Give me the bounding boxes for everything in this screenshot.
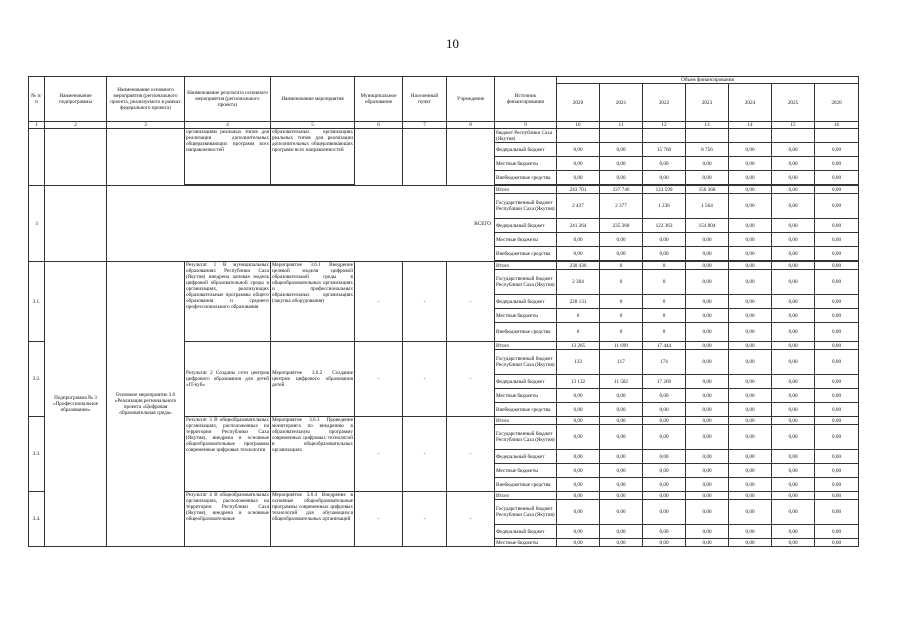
- value-cell: 0,00: [815, 539, 859, 547]
- value-cell: 13 265: [557, 342, 600, 350]
- value-cell: 0,00: [772, 262, 815, 270]
- table-row: [29, 186, 859, 194]
- value-cell: 17 269: [643, 375, 686, 389]
- value-cell: 0,00: [557, 425, 600, 450]
- row-index: 3.4.: [29, 492, 45, 547]
- value-cell: 0,00: [772, 425, 815, 450]
- settlement-cell: -: [403, 342, 447, 417]
- source-label: Итого: [495, 492, 557, 500]
- col-number: 13: [686, 122, 729, 129]
- value-cell: 0,00: [686, 295, 729, 309]
- value-cell: 0,00: [686, 425, 729, 450]
- value-cell: 0,00: [772, 309, 815, 323]
- value-cell: 17 444: [643, 342, 686, 350]
- value-cell: 2 377: [600, 194, 643, 219]
- col-number: 5: [271, 122, 355, 129]
- value-cell: 0,00: [815, 375, 859, 389]
- header-main-event: Наименование основного мероприятия (регионального проекта, реализуемого в рамках федерального проекта): [107, 77, 185, 122]
- value-cell: 0,00: [686, 247, 729, 261]
- header-event: Наименование мероприятия: [271, 77, 355, 122]
- value-cell: 0,00: [600, 417, 643, 425]
- header-year: 2022: [643, 84, 686, 122]
- col-number: 9: [495, 122, 557, 129]
- value-cell: 0,00: [815, 233, 859, 247]
- value-cell: 0,00: [643, 525, 686, 539]
- header-funding: Объем финансирования: [557, 77, 859, 84]
- value-cell: 1 236: [643, 194, 686, 219]
- value-cell: 0,00: [600, 143, 643, 157]
- header-year: 2026: [815, 84, 859, 122]
- municipal-cell: -: [355, 492, 403, 547]
- value-cell: 0,00: [600, 233, 643, 247]
- header-year: 2024: [729, 84, 772, 122]
- value-cell: 0,00: [557, 478, 600, 492]
- value-cell: 0: [600, 270, 643, 295]
- event-cell: образовательных организациях реальных типов для реализации дополнительных общеразвивающих программ всех направленностей: [271, 129, 355, 185]
- col-number: 7: [403, 122, 447, 129]
- value-cell: 0,00: [772, 350, 815, 375]
- row-index: 3.1.: [29, 262, 45, 342]
- value-cell: 0,00: [729, 219, 772, 233]
- col-number: 11: [600, 122, 643, 129]
- institution-cell: -: [447, 417, 495, 492]
- value-cell: 0,00: [729, 450, 772, 464]
- value-cell: 0,00: [729, 186, 772, 194]
- value-cell: 0,00: [600, 525, 643, 539]
- value-cell: 156 368: [686, 186, 729, 194]
- col-number: 2: [45, 122, 107, 129]
- event-cell: Мероприятие 3.6.1 Внедрение целевой модели цифровой образовательной среды в общеобразовательных организациях и профессиональных образовательных организациях (закупка оборудования): [271, 262, 355, 342]
- value-cell: 0: [643, 262, 686, 270]
- source-label: Федеральный бюджет: [495, 143, 557, 157]
- value-cell: 0,00: [686, 171, 729, 185]
- source-label: Государственный бюджет Республики Саха (Якутия): [495, 425, 557, 450]
- source-label: Федеральный бюджет: [495, 450, 557, 464]
- value-cell: 13 132: [557, 375, 600, 389]
- value-cell: 0,00: [729, 539, 772, 547]
- value-cell: 0,00: [772, 403, 815, 417]
- value-cell: 0,00: [772, 194, 815, 219]
- col-number: 16: [815, 122, 859, 129]
- value-cell: 0,00: [643, 157, 686, 171]
- value-cell: 0,00: [772, 389, 815, 403]
- value-cell: 0,00: [729, 464, 772, 478]
- value-cell: 228 131: [557, 295, 600, 309]
- value-cell: 0,00: [686, 233, 729, 247]
- settlement-cell: -: [403, 262, 447, 342]
- value-cell: 0,00: [815, 342, 859, 350]
- value-cell: 0,00: [643, 492, 686, 500]
- row-index: 3: [29, 186, 45, 262]
- value-cell: 0,00: [643, 478, 686, 492]
- col-number: 3: [107, 122, 185, 129]
- municipal-cell: -: [355, 342, 403, 417]
- value-cell: 0,00: [815, 425, 859, 450]
- value-cell: 0,00: [600, 403, 643, 417]
- value-cell: 0,00: [729, 309, 772, 323]
- value-cell: 0,00: [600, 492, 643, 500]
- main-event-cell: [107, 129, 185, 186]
- value-cell: 0,00: [815, 219, 859, 233]
- source-label: Местные бюджеты: [495, 539, 557, 547]
- header-year: 2025: [772, 84, 815, 122]
- value-cell: 0,00: [686, 323, 729, 342]
- value-cell: 122 363: [643, 219, 686, 233]
- value-cell: 0,00: [729, 323, 772, 342]
- value-cell: 0,00: [729, 262, 772, 270]
- value-cell: 0,00: [772, 500, 815, 525]
- source-label: Внебюджетные средства: [495, 247, 557, 261]
- value-cell: 0,00: [600, 450, 643, 464]
- value-cell: 235 368: [600, 219, 643, 233]
- value-cell: 133: [557, 350, 600, 375]
- value-cell: 0,00: [729, 492, 772, 500]
- value-cell: 241 264: [557, 219, 600, 233]
- value-cell: 0,00: [729, 194, 772, 219]
- value-cell: 0,00: [815, 194, 859, 219]
- value-cell: 0,00: [643, 233, 686, 247]
- value-cell: 0,00: [729, 171, 772, 185]
- value-cell: 0,00: [557, 492, 600, 500]
- value-cell: 0,00: [815, 389, 859, 403]
- value-cell: 0,00: [643, 539, 686, 547]
- value-cell: 0,00: [815, 143, 859, 157]
- value-cell: 0,00: [815, 295, 859, 309]
- source-label: Государственный бюджет Республики Саха (Якутия): [495, 194, 557, 219]
- value-cell: 0,00: [643, 464, 686, 478]
- value-cell: 0,00: [815, 309, 859, 323]
- value-cell: 0,00: [815, 270, 859, 295]
- value-cell: 0,00: [686, 375, 729, 389]
- value-cell: 0,00: [686, 342, 729, 350]
- value-cell: 2 437: [557, 194, 600, 219]
- value-cell: 0,00: [772, 417, 815, 425]
- source-label: Местные бюджеты: [495, 464, 557, 478]
- value-cell: 0,00: [815, 450, 859, 464]
- value-cell: 237 746: [600, 186, 643, 194]
- value-cell: 0,00: [815, 403, 859, 417]
- row-index: [29, 129, 45, 186]
- institution-cell: [447, 129, 495, 186]
- result-cell: организациям реальных типов для реализации дополнительных общеразвивающих программ всех направленностей: [185, 129, 271, 185]
- value-cell: 0,00: [686, 270, 729, 295]
- value-cell: 0,00: [729, 375, 772, 389]
- value-cell: 0,00: [815, 525, 859, 539]
- col-number: 14: [729, 122, 772, 129]
- source-label: Государственный бюджет Республики Саха (Якутия): [495, 500, 557, 525]
- source-label: Итого: [495, 186, 557, 194]
- source-label: Местные бюджеты: [495, 233, 557, 247]
- value-cell: 0,00: [815, 323, 859, 342]
- value-cell: 0,00: [729, 389, 772, 403]
- value-cell: 0,00: [557, 389, 600, 403]
- value-cell: 0,00: [600, 464, 643, 478]
- main-event-cell: Основное мероприятие 3.6 «Реализация регионального проекта «Цифровая образовательная среда»: [107, 262, 185, 547]
- value-cell: 0: [600, 323, 643, 342]
- col-number: 12: [643, 122, 686, 129]
- value-cell: 0: [643, 323, 686, 342]
- source-label: Итого: [495, 342, 557, 350]
- total-label: ВСЕГО: [107, 186, 495, 262]
- value-cell: 0,00: [600, 171, 643, 185]
- value-cell: 0,00: [815, 464, 859, 478]
- source-label: Внебюджетные средства: [495, 323, 557, 342]
- value-cell: 0,00: [729, 425, 772, 450]
- value-cell: 0,00: [557, 403, 600, 417]
- source-label: бюджет Республики Саха (Якутия): [495, 129, 557, 143]
- event-cell: Мероприятие 3.6.4 Внедрение в основные общеобразовательные программы современных цифровых технологий для обучающихся общеобразовательных организаций: [271, 492, 355, 547]
- value-cell: 0,00: [772, 157, 815, 171]
- header-sources: Источник финансирования: [495, 77, 557, 122]
- value-cell: 0,00: [772, 247, 815, 261]
- result-cell: Результат 1 В муниципальных образованиях Республики Саха (Якутия) внедрена целевая модель цифровой образовательной среды в организациях, реализующих образовательные программы общего образования и среднего профессионального образования: [185, 262, 271, 342]
- value-cell: 0,00: [686, 350, 729, 375]
- value-cell: 0,00: [600, 425, 643, 450]
- col-number: 6: [355, 122, 403, 129]
- value-cell: 0,00: [772, 342, 815, 350]
- value-cell: 0,00: [772, 143, 815, 157]
- header-num: № п/п: [29, 77, 45, 122]
- source-label: Внебюджетные средства: [495, 171, 557, 185]
- value-cell: 0,00: [772, 295, 815, 309]
- value-cell: 0,00: [686, 539, 729, 547]
- value-cell: 11 582: [600, 375, 643, 389]
- source-label: Местные бюджеты: [495, 389, 557, 403]
- value-cell: 0: [557, 323, 600, 342]
- value-cell: 0,00: [815, 247, 859, 261]
- value-cell: 2 304: [557, 270, 600, 295]
- value-cell: 0,00: [772, 186, 815, 194]
- value-cell: 0,00: [729, 143, 772, 157]
- value-cell: 0: [600, 295, 643, 309]
- value-cell: 0,00: [600, 478, 643, 492]
- value-cell: 0,00: [557, 417, 600, 425]
- value-cell: 0,00: [686, 403, 729, 417]
- value-cell: 0,00: [686, 389, 729, 403]
- value-cell: 0,00: [686, 478, 729, 492]
- col-number: 10: [557, 122, 600, 129]
- header-year: 2020: [557, 84, 600, 122]
- source-label: Федеральный бюджет: [495, 525, 557, 539]
- value-cell: 0,00: [557, 233, 600, 247]
- row-index: 3.3.: [29, 417, 45, 492]
- source-label: Федеральный бюджет: [495, 295, 557, 309]
- value-cell: 0,00: [643, 425, 686, 450]
- value-cell: 0,00: [729, 403, 772, 417]
- source-label: Государственный бюджет Республики Саха (Якутия): [495, 270, 557, 295]
- funding-table: [28, 76, 859, 547]
- value-cell: 0,00: [772, 323, 815, 342]
- header-result: Наименование результата основного мероприятия (регионального проекта): [185, 77, 271, 122]
- value-cell: 0,00: [772, 539, 815, 547]
- value-cell: 230 436: [557, 262, 600, 270]
- settlement-cell: [403, 129, 447, 186]
- source-label: Внебюджетные средства: [495, 403, 557, 417]
- value-cell: 0,00: [815, 262, 859, 270]
- value-cell: 0,00: [600, 539, 643, 547]
- source-label: Государственный бюджет Республики Саха (Якутия): [495, 350, 557, 375]
- value-cell: 0,00: [729, 233, 772, 247]
- value-cell: 0,00: [772, 464, 815, 478]
- value-cell: 0,00: [772, 525, 815, 539]
- value-cell: 0,00: [557, 247, 600, 261]
- program-cell: [45, 186, 107, 262]
- settlement-cell: -: [403, 417, 447, 492]
- value-cell: 0,00: [557, 171, 600, 185]
- source-label: Итого: [495, 417, 557, 425]
- source-label: Федеральный бюджет: [495, 375, 557, 389]
- value-cell: 11 699: [600, 342, 643, 350]
- table-row: [29, 262, 859, 270]
- header-program: Наименование подпрограммы: [45, 77, 107, 122]
- value-cell: 0,00: [643, 389, 686, 403]
- institution-cell: -: [447, 262, 495, 342]
- value-cell: 0,00: [600, 247, 643, 261]
- header-municipal: Муниципальное образование: [355, 77, 403, 122]
- value-cell: 0,00: [815, 478, 859, 492]
- result-cell: Результат 4 В общеобразовательных организациях, расположенных на территории Республики Саха (Якутия), внедрена в основные общеобразовательные: [185, 492, 271, 547]
- value-cell: 0,00: [686, 157, 729, 171]
- value-cell: 0,00: [772, 478, 815, 492]
- value-cell: 0,00: [557, 539, 600, 547]
- value-cell: 174: [643, 350, 686, 375]
- value-cell: 0,00: [772, 450, 815, 464]
- source-label: Итого: [495, 262, 557, 270]
- event-cell: Мероприятие 3.6.3 Проведение мониторинга по внедрению в образовательную программу современных цифровых технологий в общеобразовательных организациях: [271, 417, 355, 492]
- value-cell: 0,00: [557, 500, 600, 525]
- value-cell: 0: [643, 309, 686, 323]
- source-label: Внебюджетные средства: [495, 478, 557, 492]
- value-cell: 0,00: [643, 500, 686, 525]
- row-index: 3.2.: [29, 342, 45, 417]
- value-cell: 0,00: [686, 309, 729, 323]
- value-cell: 0,00: [686, 262, 729, 270]
- value-cell: 0,00: [815, 171, 859, 185]
- value-cell: 0,00: [729, 342, 772, 350]
- value-cell: 0,00: [686, 492, 729, 500]
- value-cell: 154 804: [686, 219, 729, 233]
- value-cell: 0,00: [772, 233, 815, 247]
- value-cell: 0,00: [600, 389, 643, 403]
- value-cell: 0,00: [772, 171, 815, 185]
- value-cell: 0,00: [729, 500, 772, 525]
- municipal-cell: [355, 129, 403, 186]
- program-cell: [45, 129, 107, 186]
- col-number: 8: [447, 122, 495, 129]
- value-cell: 0,00: [557, 143, 600, 157]
- value-cell: 0: [600, 309, 643, 323]
- header-year: 2023: [686, 84, 729, 122]
- value-cell: 8 756: [686, 143, 729, 157]
- col-number: 4: [185, 122, 271, 129]
- value-cell: 0,00: [729, 417, 772, 425]
- value-cell: 0: [600, 262, 643, 270]
- value-cell: 0,00: [729, 478, 772, 492]
- value-cell: 0,00: [729, 270, 772, 295]
- value-cell: 0,00: [643, 247, 686, 261]
- event-cell: Мероприятие 3.6.2 Создание центров цифрового образования детей: [271, 342, 355, 417]
- municipal-cell: -: [355, 262, 403, 342]
- value-cell: 0,00: [729, 247, 772, 261]
- value-cell: 0,00: [557, 525, 600, 539]
- value-cell: 0,00: [815, 350, 859, 375]
- value-cell: 0: [557, 309, 600, 323]
- value-cell: 0,00: [600, 157, 643, 171]
- source-label: Местные бюджеты: [495, 309, 557, 323]
- header-institution: Учреждение: [447, 77, 495, 122]
- value-cell: 0,00: [729, 350, 772, 375]
- subprogram-cell: Подпрограмма № 3 «Профессиональное образование»: [45, 262, 107, 547]
- col-number: 15: [772, 122, 815, 129]
- page-number: 10: [446, 36, 459, 51]
- value-cell: 0,00: [643, 450, 686, 464]
- institution-cell: -: [447, 492, 495, 547]
- value-cell: 0,00: [772, 375, 815, 389]
- value-cell: 0,00: [557, 450, 600, 464]
- value-cell: 243 701: [557, 186, 600, 194]
- value-cell: 0,00: [772, 492, 815, 500]
- value-cell: 0,00: [557, 464, 600, 478]
- col-number: 1: [29, 122, 45, 129]
- value-cell: 0,00: [815, 417, 859, 425]
- value-cell: 0,00: [729, 295, 772, 309]
- header-settlement: Населенный пункт: [403, 77, 447, 122]
- value-cell: 0,00: [643, 171, 686, 185]
- settlement-cell: -: [403, 492, 447, 547]
- value-cell: 0,00: [772, 270, 815, 295]
- value-cell: 0,00: [815, 186, 859, 194]
- value-cell: 0,00: [729, 157, 772, 171]
- value-cell: 0,00: [815, 492, 859, 500]
- value-cell: 0: [643, 270, 686, 295]
- source-label: Местные бюджеты: [495, 157, 557, 171]
- value-cell: 123 599: [643, 186, 686, 194]
- value-cell: 0,00: [600, 500, 643, 525]
- value-cell: 0,00: [686, 450, 729, 464]
- value-cell: 0,00: [686, 500, 729, 525]
- value-cell: 15 760: [643, 143, 686, 157]
- result-cell: Результат 2 Созданы сети центров цифрового образования для детей «IT-куб»: [185, 342, 271, 417]
- value-cell: 0,00: [729, 525, 772, 539]
- value-cell: 1 564: [686, 194, 729, 219]
- value-cell: 0,00: [686, 464, 729, 478]
- value-cell: 0,00: [643, 417, 686, 425]
- institution-cell: -: [447, 342, 495, 417]
- value-cell: 0,00: [815, 157, 859, 171]
- value-cell: 0,00: [686, 525, 729, 539]
- value-cell: 117: [600, 350, 643, 375]
- value-cell: 0,00: [772, 219, 815, 233]
- value-cell: 0: [643, 295, 686, 309]
- value-cell: 0,00: [815, 500, 859, 525]
- table-row: [29, 129, 859, 143]
- value-cell: 0,00: [686, 417, 729, 425]
- header-year: 2021: [600, 84, 643, 122]
- value-cell: 0,00: [557, 157, 600, 171]
- source-label: Федеральный бюджет: [495, 219, 557, 233]
- result-cell: Результат 3 В общеобразовательных организациях, расположенных на территории Республики Саха (Якутия), внедрена в основные общеобразовательные программы современные цифровые технологии: [185, 417, 271, 492]
- value-cell: 0,00: [643, 403, 686, 417]
- municipal-cell: -: [355, 417, 403, 492]
